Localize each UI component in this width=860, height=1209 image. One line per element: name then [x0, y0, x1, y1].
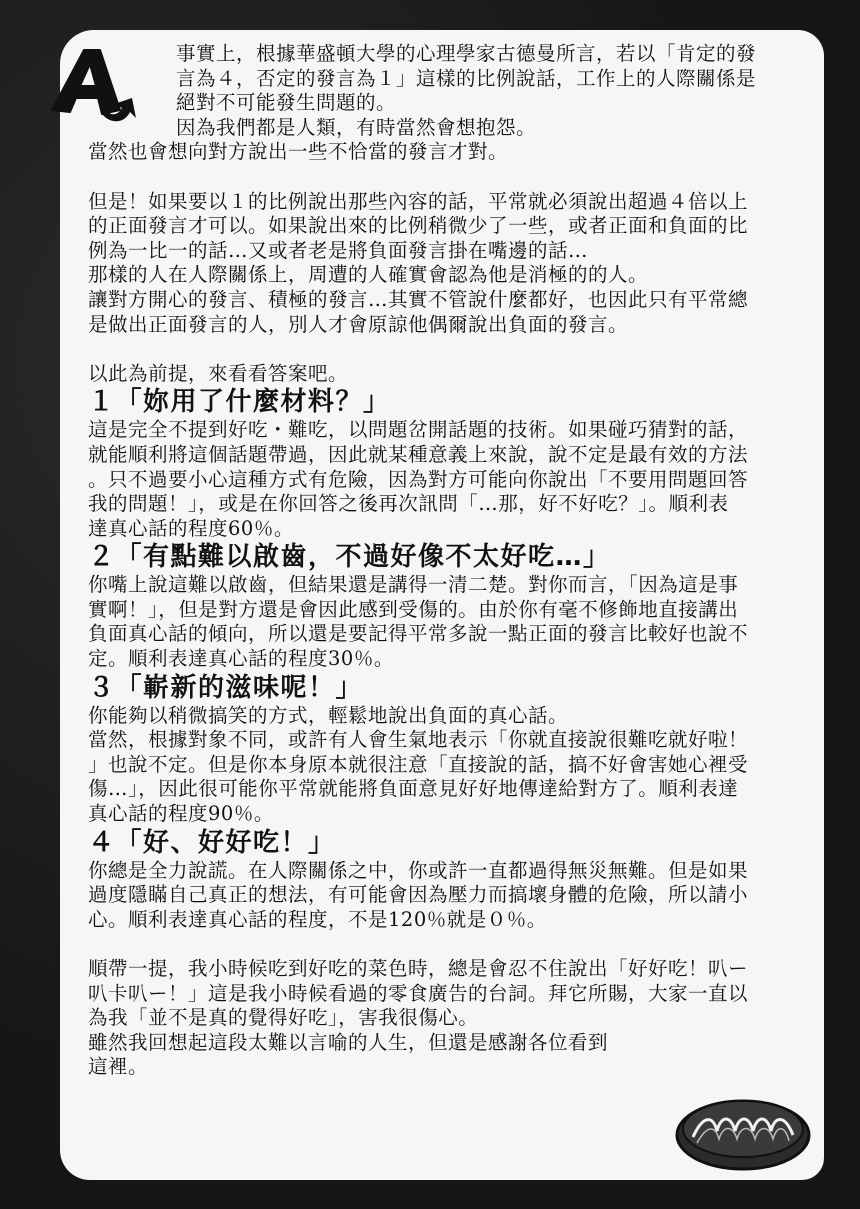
answer-2-heading: ２「有點難以啟齒，不過好像不太好吃…」: [88, 542, 611, 573]
answer-1-heading: １「妳用了什麼材料？」: [88, 387, 391, 418]
intro-line-5: 當然也會想向對方說出一些不恰當的發言才對。: [88, 140, 509, 164]
intro-line-4: 因為我們都是人類，有時當然會想抱怨。: [176, 115, 537, 139]
closing-line-1: 順帶一提，我小時候吃到好吃的菜色時，總是會忍不住說出「好好吃！叭ー: [88, 957, 749, 980]
answer-3-line: 」也說不定。但是你本身原本就很注意「直接說的話，搞不好會害她心裡受: [88, 752, 749, 776]
answer-2-line: 你嘴上說這難以啟齒，但結果還是講得一清二楚。對你而言，「因為這是事: [88, 573, 739, 597]
intro-line-3: 絕對不可能發生問題的。: [176, 91, 397, 115]
answer-2-line: 負面真心話的傾向，所以還是要記得平常多說一點正面的發言比較好也說不: [88, 622, 749, 646]
para2-line-5: 讓對方開心的發言、積極的發言…其實不管說什麼都好，也因此只有平常總: [88, 287, 749, 311]
intro-line-2: 言為４，否定的發言為１」這樣的比例說話，工作上的人際關係是: [176, 66, 757, 90]
answer-3-line: 傷…」，因此很可能你平常就能將負面意見好好地傳達給對方了。順利表達: [88, 777, 739, 801]
answer-4-line: 心。順利表達真心話的程度，不是120％就是０％。: [88, 907, 547, 931]
answer-3-line: 當然，根據對象不同，或許有人會生氣地表示「你就直接說很難吃就好啦！: [88, 728, 749, 752]
para2-line-6: 是做出正面發言的人，別人才會原諒他偶爾說出負面的發言。: [88, 312, 629, 336]
intro-line-1: 事實上，根據華盛頓大學的心理學家古德曼所言，若以「肯定的發: [176, 42, 757, 65]
answer-2-line: 定。順利表達真心話的程度30％。: [88, 647, 394, 671]
answer-1-line: 就能順利將這個話題帶過，因此就某種意義上來說，說不定是最有效的方法: [88, 442, 749, 466]
para2-line-4: 那樣的人在人際關係上，周遭的人確實會認為他是消極的的人。: [88, 263, 649, 287]
answer-1-line: 。只不過要小心這種方式有危險，因為對方可能向你說出「不要用問題回答: [88, 467, 749, 491]
answer-4-line: 過度隱瞞自己真正的想法，有可能會因為壓力而搞壞身體的危險，所以請小: [88, 883, 749, 907]
closing-line-2: 叭卡叭ー！」這是我小時候看過的零食廣告的台詞。拜它所賜，大家一直以: [88, 981, 749, 1005]
answer-4-line: 你總是全力說謊。在人際關係之中，你或許一直都過得無災無難。但是如果: [88, 858, 749, 882]
answer-4-heading: ４「好、好好吃！」: [88, 827, 336, 858]
answer-1-line: 這是完全不提到好吃・難吃，以問題岔開話題的技術。如果碰巧猜對的話，: [88, 418, 749, 442]
chocolate-tablet-icon: [673, 1085, 813, 1175]
lead-line: 以此為前提，來看看答案吧。: [88, 361, 349, 385]
answer-1-line: 達真心話的程度60％。: [88, 516, 294, 540]
answer-1-line: 我的問題！」，或是在你回答之後再次訊問「…那，好不好吃？」。順利表: [88, 492, 729, 516]
closing-line-4: 雖然我回想起這段太難以言喻的人生，但還是感謝各位看到: [88, 1030, 609, 1054]
para2-line-2: 的正面發言才可以。如果說出來的比例稍微少了一些，或者正面和負面的比: [88, 214, 749, 238]
closing-line-3: 為我「並不是真的覺得好吃」，害我很傷心。: [88, 1006, 479, 1030]
para2-line-3: 例為一比一的話…又或者老是將負面發言掛在嘴邊的話…: [88, 238, 589, 262]
answer-2-line: 實啊！」，但是對方還是會因此感到受傷的。由於你有毫不修飾地直接講出: [88, 597, 739, 621]
answer-3-heading: ３「嶄新的滋味呢！」: [88, 672, 364, 703]
answer-3-line: 你能夠以稍微搞笑的方式，輕鬆地說出負面的真心話。: [88, 703, 569, 727]
closing-line-5: 這裡。: [88, 1055, 149, 1079]
article-body: [88, 42, 808, 1080]
answer-3-line: 真心話的程度90％。: [88, 802, 274, 826]
para2-line-1: 但是！如果要以１的比例說出那些內容的話，平常就必須說出超過４倍以上: [88, 189, 749, 213]
